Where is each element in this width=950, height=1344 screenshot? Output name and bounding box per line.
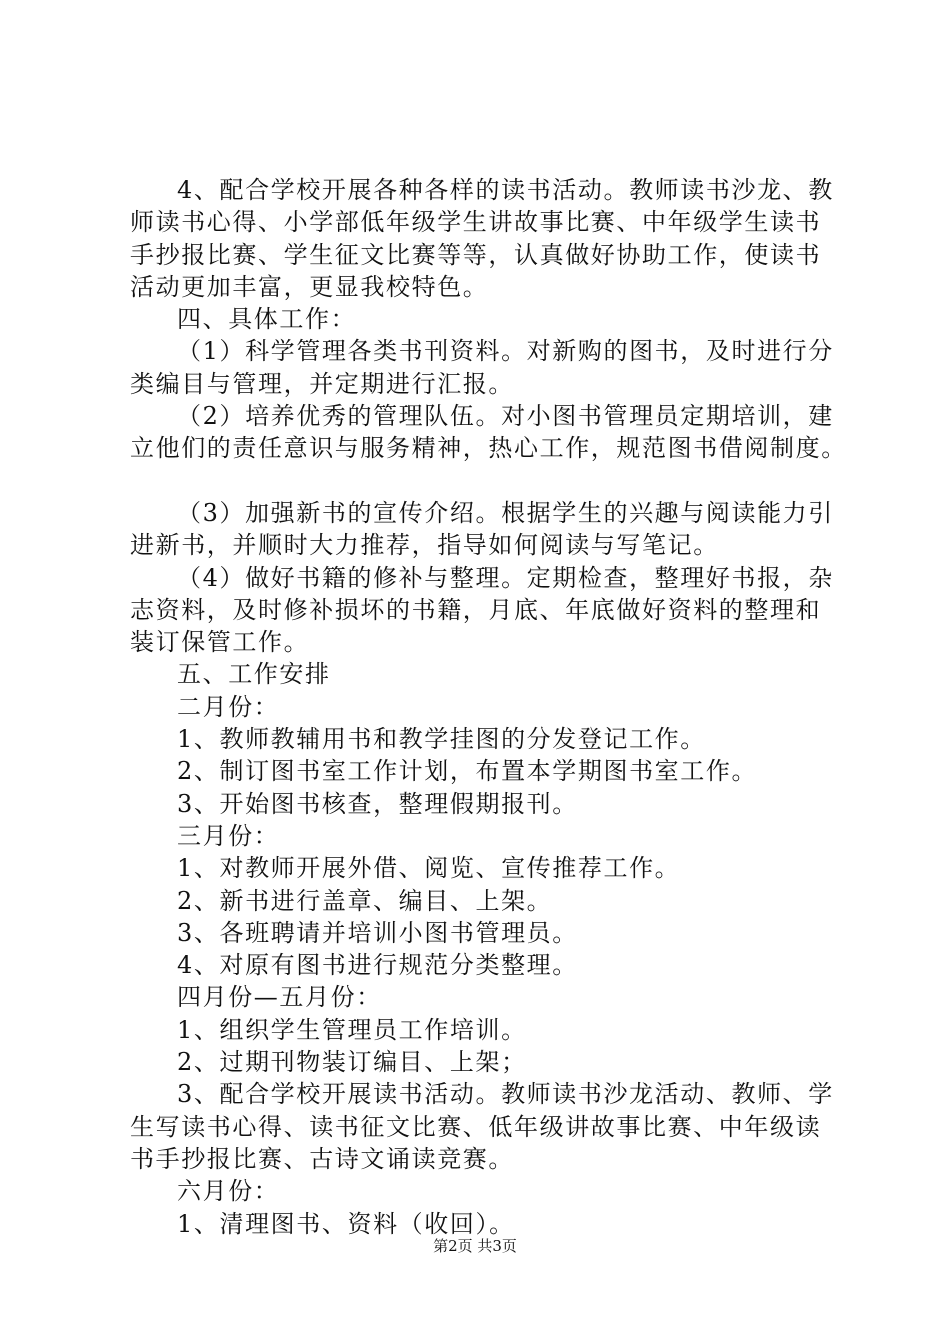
list-item: 1、对教师开展外借、阅览、宣传推荐工作。 xyxy=(177,854,681,883)
paragraph-line: （2）培养优秀的管理队伍。对小图书管理员定期培训，建 xyxy=(177,402,834,431)
paragraph-line: 立他们的责任意识与服务精神，热心工作，规范图书借阅制度。 xyxy=(130,434,847,463)
month-heading: 二月份： xyxy=(177,692,280,721)
paragraph-line: （3）加强新书的宣传介绍。根据学生的兴趣与阅读能力引 xyxy=(177,498,834,527)
paragraph-line: 志资料，及时修补损坏的书籍，月底、年底做好资料的整理和 xyxy=(130,595,822,624)
list-item: 1、教师教辅用书和教学挂图的分发登记工作。 xyxy=(177,725,706,754)
blank-line xyxy=(130,465,850,497)
paragraph-line: 书手抄报比赛、古诗文诵读竞赛。 xyxy=(130,1144,514,1173)
month-heading: 六月份： xyxy=(177,1177,280,1206)
paragraph-line: （1）科学管理各类书刊资料。对新购的图书，及时进行分 xyxy=(177,337,834,366)
list-item: 3、开始图书核查，整理假期报刊。 xyxy=(177,789,578,818)
list-item: 1、组织学生管理员工作培训。 xyxy=(177,1015,527,1044)
list-item: 4、对原有图书进行规范分类整理。 xyxy=(177,951,578,980)
paragraph-line: 装订保管工作。 xyxy=(130,628,310,657)
list-item: 3、配合学校开展读书活动。教师读书沙龙活动、教师、学 xyxy=(177,1080,834,1109)
paragraph-line: 进新书，并顺时大力推荐，指导如何阅读与写笔记。 xyxy=(130,531,719,560)
paragraph-line: 4、配合学校开展各种各样的读书活动。教师读书沙龙、教 xyxy=(177,176,834,204)
paragraph-line: 生写读书心得、读书征文比赛、低年级讲故事比赛、中年级读 xyxy=(130,1112,822,1141)
paragraph-line: 类编目与管理，并定期进行汇报。 xyxy=(130,369,514,398)
paragraph-line: 活动更加丰富，更显我校特色。 xyxy=(130,272,489,301)
section-heading: 四、具体工作： xyxy=(177,305,357,334)
paragraph-line: （4）做好书籍的修补与整理。定期检查，整理好书报，杂 xyxy=(177,563,834,592)
section-heading: 五、工作安排 xyxy=(177,660,331,689)
month-heading: 三月份： xyxy=(177,821,280,850)
paragraph-line: 手抄报比赛、学生征文比赛等等，认真做好协助工作，使读书 xyxy=(130,240,822,269)
paragraph-line: 师读书心得、小学部低年级学生讲故事比赛、中年级学生读书 xyxy=(130,208,822,237)
page-footer: 第2页 共3页 xyxy=(433,1237,517,1255)
list-item: 1、清理图书、资料（收回）。 xyxy=(177,1209,515,1238)
document-body xyxy=(130,174,850,1240)
list-item: 2、制订图书室工作计划，布置本学期图书室工作。 xyxy=(177,757,758,786)
list-item: 3、各班聘请并培训小图书管理员。 xyxy=(177,918,578,947)
list-item: 2、新书进行盖章、编目、上架。 xyxy=(177,886,553,915)
list-item: 2、过期刊物装订编目、上架； xyxy=(177,1048,527,1077)
month-heading: 四月份—五月份： xyxy=(177,983,382,1012)
